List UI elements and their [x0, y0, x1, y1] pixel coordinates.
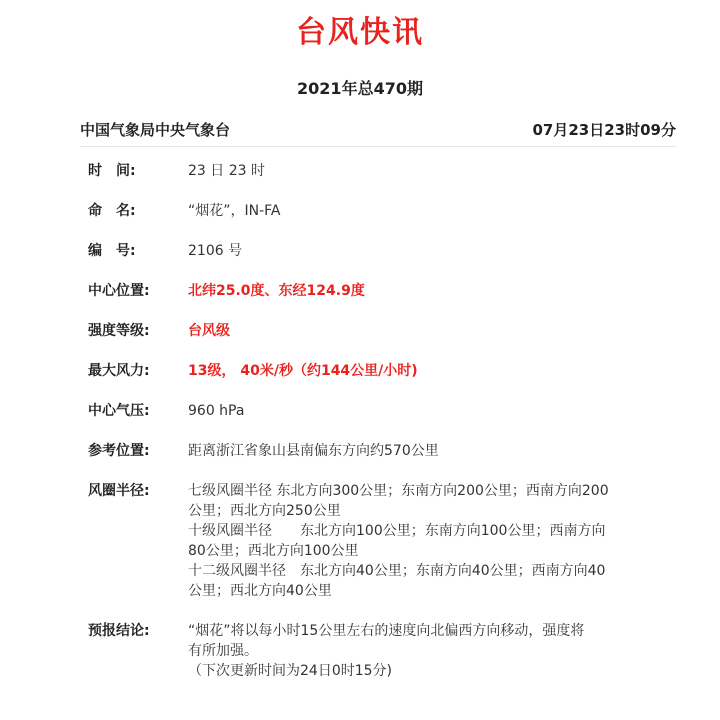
forecast-line: 有所加强。: [188, 643, 258, 659]
row-forecast: [88, 621, 670, 681]
wind-radius-line: 公里；西北方向250公里: [188, 503, 341, 519]
page-title: 台风快讯: [296, 15, 424, 50]
wind-radius-line: 十级风圈半径 东北方向100公里；东南方向100公里；西南方向: [188, 523, 606, 539]
agency-name: 中国气象局中央气象台: [80, 121, 231, 139]
row-pressure: [88, 401, 670, 421]
issue-number: 2021年总470期: [297, 79, 423, 98]
pressure-label: 中心气压:: [88, 403, 150, 419]
center-label: 中心位置:: [88, 283, 150, 299]
row-intensity: [88, 321, 670, 341]
wind-radius-line: 80公里；西北方向100公里: [188, 543, 359, 559]
pressure-value: 960 hPa: [188, 403, 245, 419]
center-value: 北纬25.0度、东经124.9度: [188, 283, 365, 299]
wind-radius-line: 七级风圈半径 东北方向300公里；东南方向200公里；西南方向200: [188, 483, 609, 499]
row-number: [88, 241, 670, 261]
row-name: [88, 201, 670, 221]
bulletin-meta: [80, 118, 676, 147]
wind-radius-value: [188, 481, 670, 601]
max-wind-value: 13级， 40米/秒（约144公里/小时): [188, 363, 418, 379]
row-center: [88, 281, 670, 301]
wind-radius-line: 公里；西北方向40公里: [188, 583, 332, 599]
row-max-wind: [88, 361, 670, 381]
forecast-line: “烟花”将以每小时15公里左右的速度向北偏西方向移动，强度将: [188, 623, 585, 639]
intensity-value: 台风级: [188, 323, 230, 339]
name-label: 命 名:: [88, 203, 136, 219]
forecast-value: [188, 621, 670, 681]
time-value: 23 日 23 时: [188, 163, 265, 179]
issue-timestamp: 07月23日23时09分: [532, 121, 676, 139]
wind-radius-line: 十二级风圈半径 东北方向40公里；东南方向40公里；西南方向40: [188, 563, 606, 579]
bulletin-rows: [88, 161, 670, 681]
name-value: “烟花”，IN-FA: [188, 203, 281, 219]
number-value: 2106 号: [188, 243, 243, 259]
row-reference: [88, 441, 670, 461]
intensity-label: 强度等级:: [88, 323, 150, 339]
row-wind-radius: [88, 481, 670, 601]
reference-value: 距离浙江省象山县南偏东方向约570公里: [188, 443, 439, 459]
number-label: 编 号:: [88, 243, 136, 259]
row-time: [88, 161, 670, 181]
forecast-label: 预报结论:: [88, 623, 150, 639]
wind-radius-label: 风圈半径:: [88, 483, 150, 499]
time-label: 时 间:: [88, 163, 136, 179]
reference-label: 参考位置:: [88, 443, 150, 459]
forecast-update-note: （下次更新时间为24日0时15分): [188, 663, 392, 679]
max-wind-label: 最大风力:: [88, 363, 150, 379]
